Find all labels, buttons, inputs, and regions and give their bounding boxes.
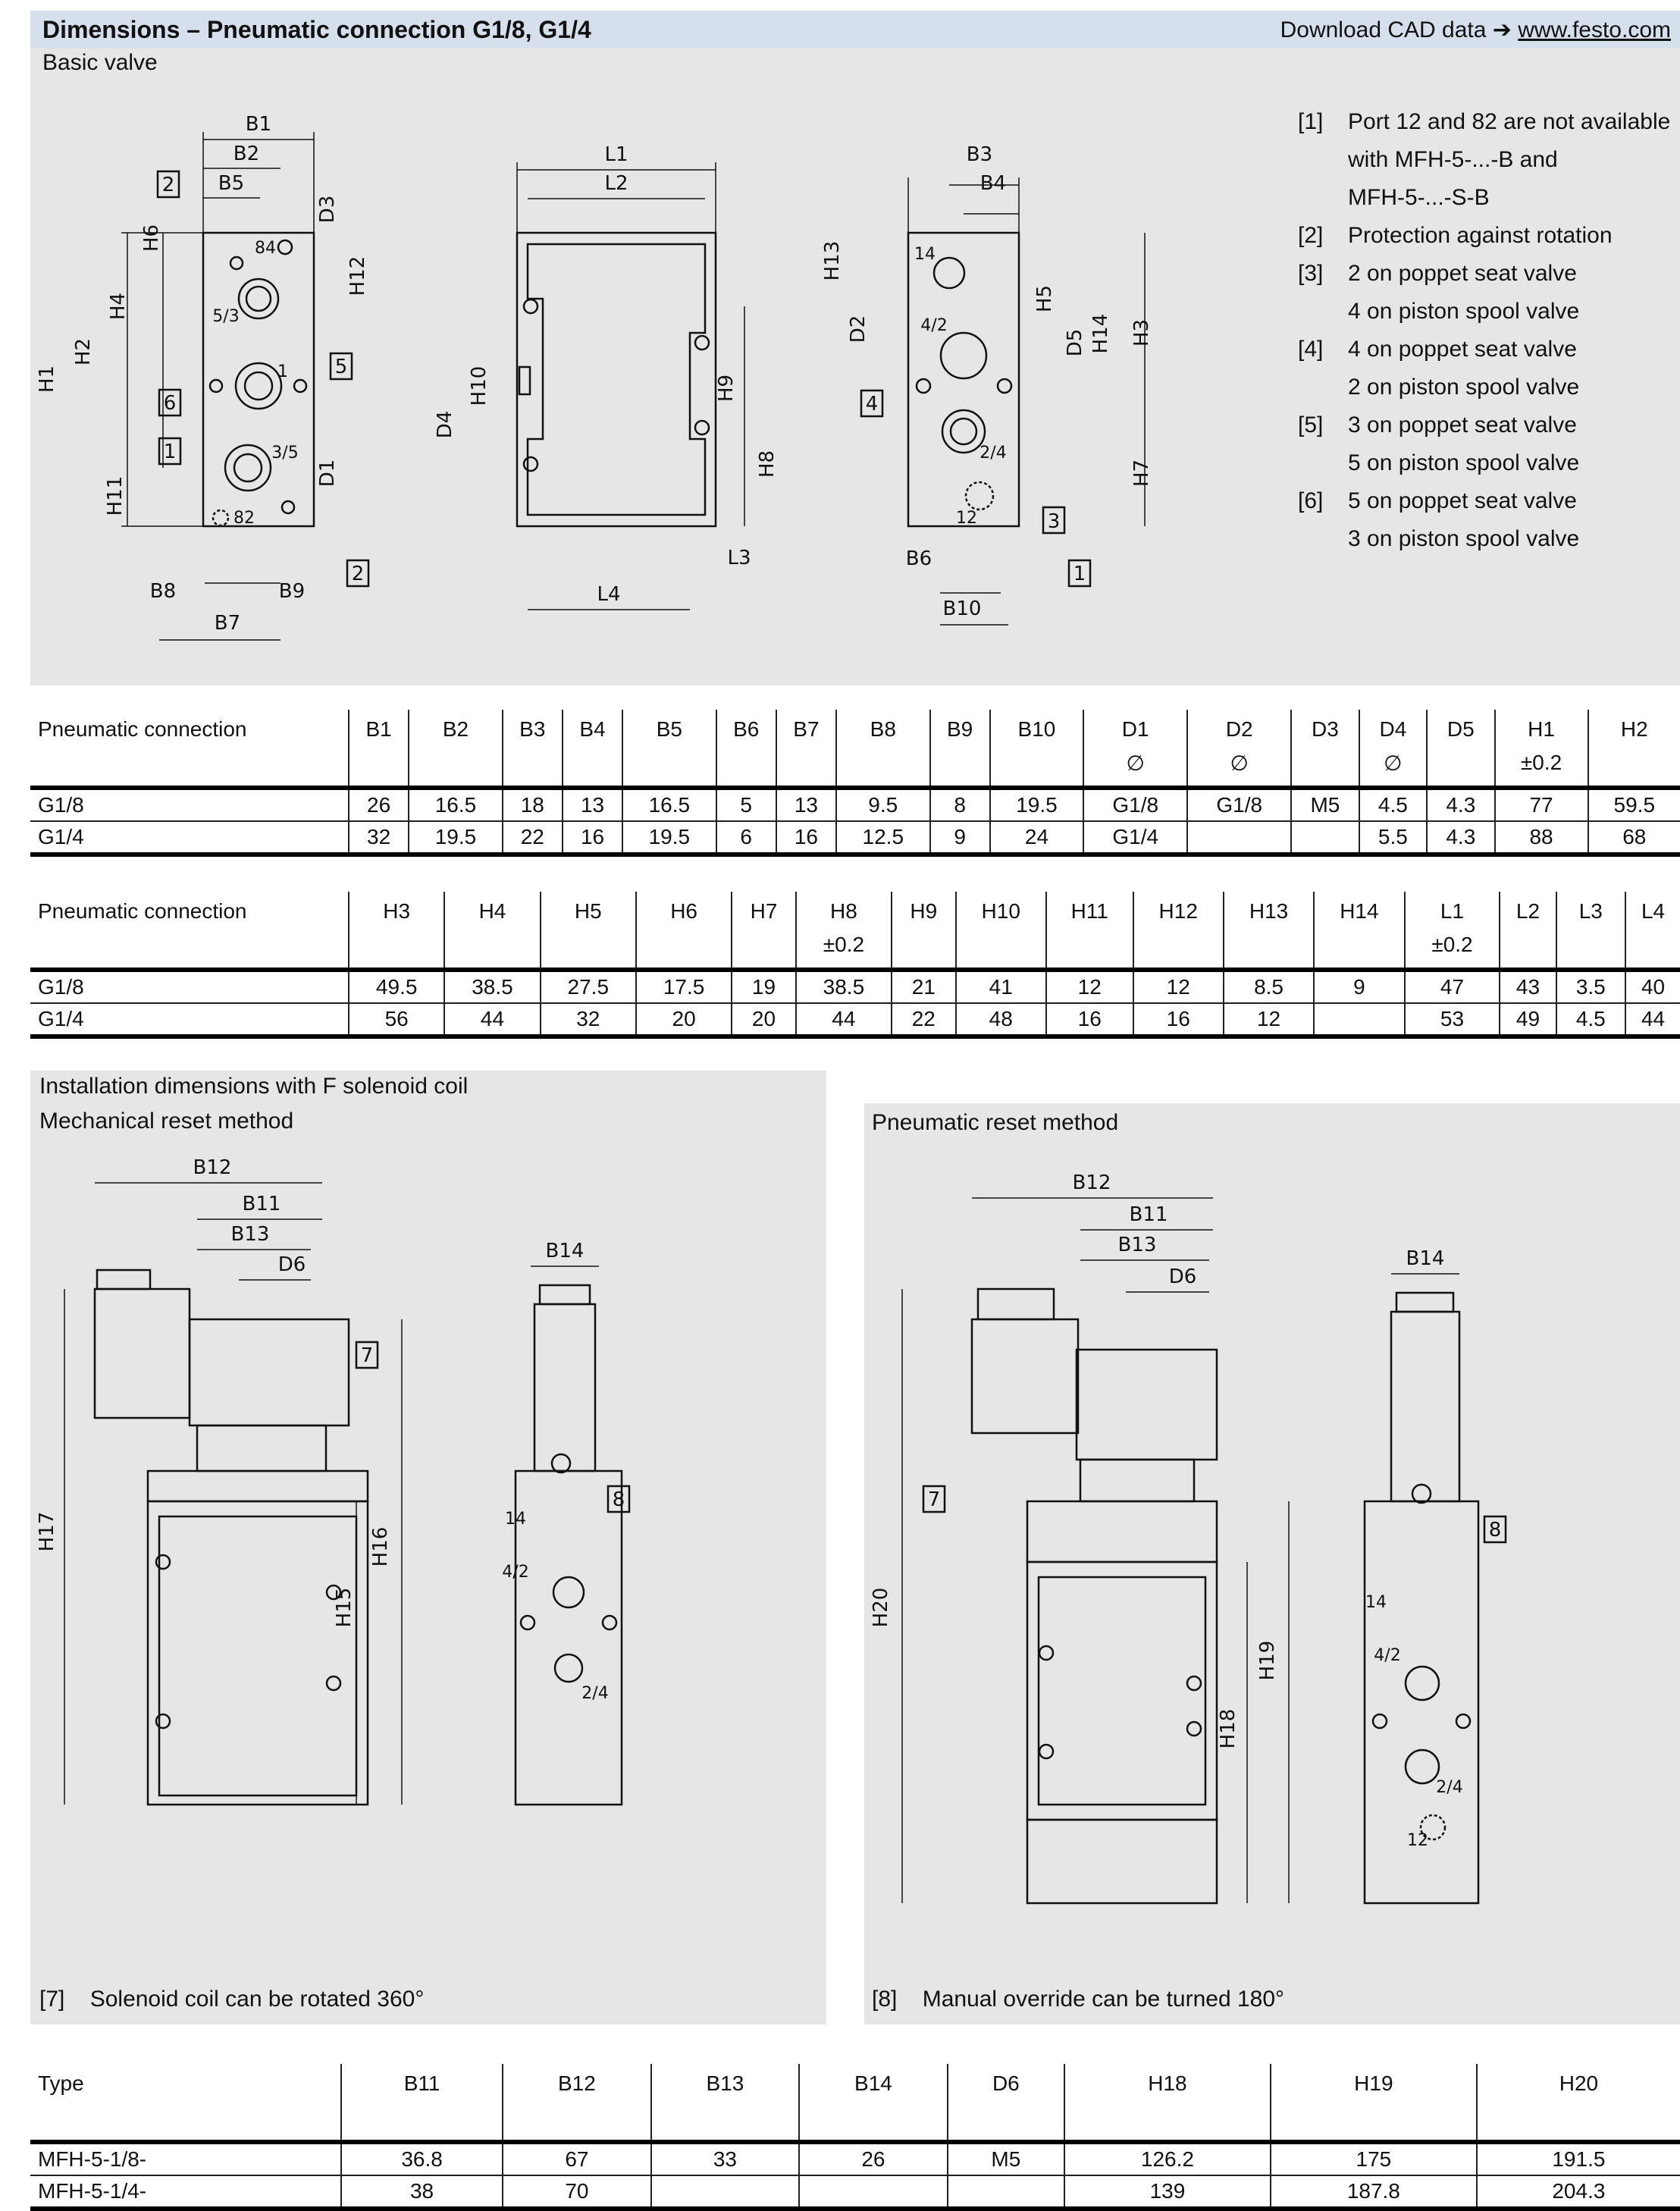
table-cell: 12 (1224, 1003, 1314, 1037)
column-header: B5 (622, 710, 716, 788)
basic-valve-notes (1298, 103, 1677, 558)
table-cell: 44 (1625, 1003, 1680, 1037)
svg-text:1: 1 (277, 362, 288, 381)
note-item: [3] 2 on poppet seat valve (1298, 261, 1577, 286)
table-cell: 44 (796, 1003, 892, 1037)
column-header: B14 (799, 2064, 948, 2142)
table-cell: 38 (341, 2175, 503, 2209)
svg-text:B7: B7 (214, 612, 241, 635)
svg-text:8: 8 (1488, 1519, 1502, 1541)
column-header: B1 (349, 710, 409, 788)
svg-text:H9: H9 (715, 374, 738, 403)
table-row (30, 970, 1680, 1003)
svg-text:B9: B9 (278, 580, 306, 603)
table-header-row (30, 710, 1680, 788)
note-item: 4 on piston spool valve (1348, 299, 1580, 324)
table-cell: 38.5 (444, 970, 540, 1003)
table-cell: 139 (1064, 2175, 1271, 2209)
column-header: Type (38, 2071, 84, 2095)
svg-text:1: 1 (163, 441, 177, 463)
table-cell: 3.5 (1556, 970, 1626, 1003)
table-row (30, 2142, 1680, 2175)
table-cell: 38.5 (796, 970, 892, 1003)
svg-text:2: 2 (351, 563, 365, 585)
table-cell: 41 (956, 970, 1046, 1003)
table-cell: 40 (1625, 970, 1680, 1003)
column-header: H2 (1588, 710, 1680, 788)
table-cell: 12.5 (836, 821, 929, 855)
mech-valve-body (148, 1501, 368, 1805)
table-cell: 21 (892, 970, 956, 1003)
note-item: MFH-5-...-S-B (1348, 185, 1490, 210)
svg-text:D2: D2 (847, 315, 870, 343)
pneu-valve-body (1027, 1501, 1217, 1562)
column-header: H6 (636, 892, 732, 970)
svg-text:H19: H19 (1256, 1640, 1279, 1681)
svg-text:D6: D6 (277, 1253, 306, 1276)
svg-text:H2: H2 (72, 337, 95, 366)
table-cell: 4.5 (1359, 788, 1427, 821)
svg-text:H14: H14 (1089, 313, 1112, 354)
svg-text:5/3: 5/3 (212, 307, 240, 326)
table-cell: 9 (1314, 970, 1404, 1003)
svg-text:B13: B13 (1117, 1234, 1157, 1256)
column-header: D5 (1427, 710, 1494, 788)
table-cell: 67 (503, 2142, 651, 2175)
column-header: D2 ∅ (1187, 710, 1291, 788)
svg-text:14: 14 (505, 1510, 526, 1529)
svg-text:H8: H8 (756, 450, 779, 478)
column-header: H4 (444, 892, 540, 970)
svg-text:5: 5 (334, 356, 348, 378)
table-row (30, 1003, 1680, 1037)
svg-text:B14: B14 (545, 1240, 585, 1262)
column-header: B3 (503, 710, 563, 788)
column-header: D4 ∅ (1359, 710, 1427, 788)
svg-text:B6: B6 (905, 547, 932, 570)
svg-text:12: 12 (1407, 1831, 1428, 1850)
svg-text:6: 6 (163, 392, 177, 415)
column-header: D1 ∅ (1083, 710, 1187, 788)
svg-text:7: 7 (360, 1344, 374, 1367)
table-cell: 16 (776, 821, 836, 855)
column-header: H1 ±0.2 (1495, 710, 1588, 788)
table-cell (1314, 1003, 1404, 1037)
svg-text:3/5: 3/5 (271, 444, 299, 463)
note-item: [5] 3 on poppet seat valve (1298, 412, 1577, 437)
basic-valve-title: Basic valve (42, 50, 158, 75)
table-cell (799, 2175, 948, 2209)
table-cell: 24 (990, 821, 1083, 855)
table-cell: 19.5 (409, 821, 502, 855)
column-header: L2 (1500, 892, 1556, 970)
table-cell: 13 (563, 788, 622, 821)
table-cell: 4.3 (1427, 788, 1494, 821)
svg-text:4/2: 4/2 (502, 1563, 529, 1582)
svg-text:B11: B11 (242, 1193, 281, 1215)
cad-download[interactable] (1280, 17, 1671, 43)
svg-text:H18: H18 (1217, 1708, 1240, 1749)
column-header: H18 (1064, 2064, 1271, 2142)
svg-text:D3: D3 (316, 195, 339, 224)
table-cell: 12 (1133, 970, 1224, 1003)
table-cell: 4.5 (1556, 1003, 1626, 1037)
table-cell: 32 (349, 821, 409, 855)
table-cell: 5 (716, 788, 776, 821)
pneumatic-title: Pneumatic reset method (872, 1110, 1119, 1135)
table-cell: 6 (716, 821, 776, 855)
column-header: D6 (948, 2064, 1064, 2142)
row-label: G1/4 (38, 825, 84, 848)
table-cell: 9.5 (836, 788, 929, 821)
svg-text:3: 3 (1047, 510, 1061, 533)
table-cell: 77 (1495, 788, 1588, 821)
table-cell: 12 (1046, 970, 1133, 1003)
row-label: G1/8 (38, 793, 84, 817)
note-item: 3 on piston spool valve (1348, 526, 1580, 551)
table-cell: 19.5 (990, 788, 1083, 821)
svg-text:2/4: 2/4 (1436, 1778, 1463, 1797)
svg-text:B12: B12 (193, 1156, 232, 1179)
svg-text:H10: H10 (468, 365, 491, 406)
table-cell: 70 (503, 2175, 651, 2209)
pneumatic-drawings (864, 1137, 1680, 1971)
svg-text:2/4: 2/4 (979, 444, 1007, 463)
table-cell: M5 (1291, 788, 1359, 821)
row-label: G1/8 (38, 975, 84, 999)
table-cell (948, 2175, 1064, 2209)
column-header: H7 (732, 892, 796, 970)
table-cell: 175 (1271, 2142, 1477, 2175)
column-header: L3 (1556, 892, 1626, 970)
table-cell (651, 2175, 800, 2209)
column-header: B11 (341, 2064, 503, 2142)
table-cell: 36.8 (341, 2142, 503, 2175)
column-header: H20 (1477, 2064, 1680, 2142)
svg-text:H20: H20 (870, 1587, 892, 1628)
column-header: H13 (1224, 892, 1314, 970)
table-cell: 16 (563, 821, 622, 855)
column-header: L1 ±0.2 (1405, 892, 1500, 970)
svg-text:14: 14 (1365, 1593, 1387, 1612)
table-cell: 48 (956, 1003, 1046, 1037)
note-item: [6] 5 on poppet seat valve (1298, 488, 1577, 513)
table-cell: 68 (1588, 821, 1680, 855)
column-header: B6 (716, 710, 776, 788)
table-row (30, 821, 1680, 855)
table-cell: 16.5 (622, 788, 716, 821)
svg-text:L4: L4 (597, 583, 621, 606)
arrow-icon: ➔ (1492, 17, 1512, 42)
table-cell: 49 (1500, 1003, 1556, 1037)
svg-text:B3: B3 (966, 143, 993, 166)
row-label: G1/4 (38, 1007, 84, 1030)
svg-text:H1: H1 (36, 365, 58, 394)
table-cell: 56 (349, 1003, 444, 1037)
table-cell: 18 (503, 788, 563, 821)
table-cell: 27.5 (541, 970, 636, 1003)
table-cell: 33 (651, 2142, 800, 2175)
svg-text:4/2: 4/2 (920, 316, 948, 335)
table-cell: 43 (1500, 970, 1556, 1003)
table-cell: 16 (1046, 1003, 1133, 1037)
table-cell: 16 (1133, 1003, 1224, 1037)
svg-text:4/2: 4/2 (1374, 1646, 1401, 1665)
table-cell: G1/4 (1083, 821, 1187, 855)
column-header: B10 (990, 710, 1083, 788)
note-item: [1] Port 12 and 82 are not available (1298, 109, 1671, 134)
svg-text:84: 84 (255, 239, 276, 258)
column-header: B4 (563, 710, 622, 788)
download-label: Download CAD data (1280, 17, 1487, 42)
svg-text:B14: B14 (1406, 1247, 1445, 1270)
dimensions-table-1 (30, 710, 1680, 857)
table-cell (1291, 821, 1359, 855)
table-cell: 187.8 (1271, 2175, 1477, 2209)
svg-text:H4: H4 (107, 292, 130, 321)
column-header: H10 (956, 892, 1046, 970)
column-header: H19 (1271, 2064, 1477, 2142)
svg-text:H15: H15 (333, 1587, 356, 1628)
column-header: H5 (541, 892, 636, 970)
table-cell: 20 (732, 1003, 796, 1037)
svg-text:7: 7 (927, 1488, 941, 1511)
column-header: B8 (836, 710, 929, 788)
column-header: H3 (349, 892, 444, 970)
front-view-body (203, 233, 314, 526)
column-header: B7 (776, 710, 836, 788)
svg-text:H11: H11 (104, 475, 127, 516)
basic-valve-drawings (30, 49, 1274, 685)
svg-text:B12: B12 (1072, 1171, 1111, 1194)
column-header: Pneumatic connection (38, 717, 247, 741)
table-cell: 53 (1405, 1003, 1500, 1037)
table-cell: 9 (930, 821, 990, 855)
table-cell: 8.5 (1224, 970, 1314, 1003)
mechanical-title: Mechanical reset method (39, 1109, 294, 1134)
svg-text:H3: H3 (1130, 318, 1153, 347)
column-header: B12 (503, 2064, 651, 2142)
table-cell: 8 (930, 788, 990, 821)
svg-text:2: 2 (161, 174, 175, 196)
table-row (30, 2175, 1680, 2209)
table-cell: 49.5 (349, 970, 444, 1003)
table-cell: 32 (541, 1003, 636, 1037)
row-label: MFH-5-1/8- (38, 2147, 147, 2171)
table-header-row (30, 892, 1680, 970)
svg-text:D4: D4 (434, 410, 456, 439)
svg-text:L3: L3 (727, 547, 751, 569)
table-cell: G1/8 (1187, 788, 1291, 821)
note-item: 5 on piston spool valve (1348, 450, 1580, 475)
table-cell: 47 (1405, 970, 1500, 1003)
svg-text:14: 14 (914, 245, 936, 264)
svg-text:2/4: 2/4 (581, 1684, 609, 1703)
svg-text:L1: L1 (604, 143, 628, 166)
table-cell: 22 (503, 821, 563, 855)
column-header: B13 (651, 2064, 800, 2142)
table-cell: 4.3 (1427, 821, 1494, 855)
type-table (30, 2064, 1680, 2211)
table-cell: 204.3 (1477, 2175, 1680, 2209)
svg-text:B13: B13 (230, 1223, 270, 1246)
mechanical-drawings (30, 1137, 826, 1971)
column-header: B9 (930, 710, 990, 788)
table-cell: 26 (799, 2142, 948, 2175)
column-header: Pneumatic connection (38, 899, 247, 923)
svg-text:4: 4 (865, 393, 879, 416)
svg-text:B2: B2 (233, 143, 260, 165)
svg-text:1: 1 (1073, 563, 1086, 585)
table-cell: 13 (776, 788, 836, 821)
dimensions-table-2 (30, 892, 1680, 1039)
svg-text:B5: B5 (218, 172, 245, 195)
svg-text:B10: B10 (942, 597, 982, 620)
installation-title: Installation dimensions with F solenoid coil (39, 1074, 469, 1099)
table-cell: 17.5 (636, 970, 732, 1003)
table-cell: 59.5 (1588, 788, 1680, 821)
svg-text:L2: L2 (604, 172, 628, 195)
table-cell: M5 (948, 2142, 1064, 2175)
festo-link[interactable]: www.festo.com (1518, 17, 1671, 42)
table-cell: 5.5 (1359, 821, 1427, 855)
table-cell: 20 (636, 1003, 732, 1037)
svg-text:H13: H13 (821, 240, 844, 281)
svg-text:H7: H7 (1130, 459, 1153, 488)
svg-text:H6: H6 (140, 224, 163, 252)
svg-text:B4: B4 (979, 172, 1007, 195)
svg-text:H17: H17 (36, 1511, 58, 1552)
column-header: H12 (1133, 892, 1224, 970)
column-header: L4 (1625, 892, 1680, 970)
svg-text:H16: H16 (369, 1526, 392, 1567)
svg-text:D5: D5 (1064, 328, 1086, 357)
column-header: H9 (892, 892, 956, 970)
table-header-row (30, 2064, 1680, 2142)
table-cell: 22 (892, 1003, 956, 1037)
svg-text:82: 82 (234, 509, 255, 528)
table-cell: G1/8 (1083, 788, 1187, 821)
svg-text:H12: H12 (346, 256, 369, 296)
column-header: H11 (1046, 892, 1133, 970)
table-cell: 88 (1495, 821, 1588, 855)
svg-text:B1: B1 (245, 113, 272, 136)
svg-text:B8: B8 (149, 580, 177, 603)
note-7: [7] Solenoid coil can be rotated 360° (39, 1987, 425, 2012)
note-item: with MFH-5-...-B and (1348, 147, 1558, 172)
note-8: [8] Manual override can be turned 180° (872, 1987, 1285, 2012)
table-cell: 126.2 (1064, 2142, 1271, 2175)
table-cell: 191.5 (1477, 2142, 1680, 2175)
page-title: Dimensions – Pneumatic connection G1/8, G1/4 (42, 16, 591, 43)
table-cell: 19 (732, 970, 796, 1003)
table-cell (1187, 821, 1291, 855)
column-header: H8 ±0.2 (796, 892, 892, 970)
column-header: D3 (1291, 710, 1359, 788)
svg-text:12: 12 (956, 509, 977, 528)
column-header: H14 (1314, 892, 1404, 970)
note-item: [2] Protection against rotation (1298, 223, 1613, 248)
svg-text:B11: B11 (1129, 1203, 1168, 1226)
side-view-body (517, 233, 716, 526)
note-item: 2 on piston spool valve (1348, 375, 1580, 400)
table-cell: 26 (349, 788, 409, 821)
table-row (30, 788, 1680, 821)
svg-text:D6: D6 (1168, 1265, 1197, 1288)
svg-text:8: 8 (612, 1488, 625, 1511)
note-item: [4] 4 on poppet seat valve (1298, 337, 1577, 362)
table-cell: 19.5 (622, 821, 716, 855)
table-cell: 44 (444, 1003, 540, 1037)
svg-text:D1: D1 (316, 459, 339, 488)
svg-text:H5: H5 (1033, 284, 1056, 313)
row-label: MFH-5-1/4- (38, 2179, 147, 2203)
table-cell: 16.5 (409, 788, 502, 821)
column-header: B2 (409, 710, 502, 788)
